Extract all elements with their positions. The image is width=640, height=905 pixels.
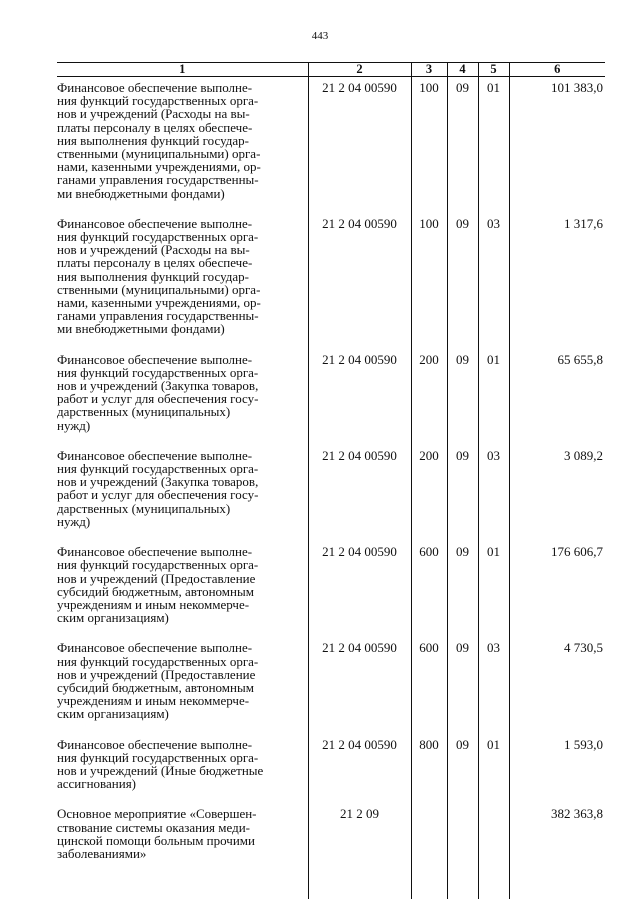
subsection: 03 <box>478 637 509 733</box>
description-line: ствование системы оказания меди- <box>57 819 250 835</box>
description-line: ганами управления государственны- <box>57 308 259 324</box>
target-code: 21 2 04 00590 <box>308 349 411 445</box>
description-line: ния выполнения функций государ- <box>57 268 249 284</box>
description-line: платы персоналу в целях обеспече- <box>57 119 253 135</box>
expense-type: 100 <box>411 77 447 213</box>
description-line: Финансовое обеспечение выполне- <box>57 640 253 656</box>
description-line: ния функций государственных орга- <box>57 364 259 380</box>
description-line: работ и услуг для обеспечения госу- <box>57 487 259 503</box>
table-row <box>57 213 605 349</box>
description-line: ния функций государственных орга- <box>57 93 259 109</box>
section: 09 <box>447 734 478 804</box>
description-line: нужд) <box>57 417 91 433</box>
subsection: 01 <box>478 77 509 213</box>
column-header-2: 2 <box>308 63 411 77</box>
description-line: нов и учреждений (Предоставление <box>57 570 256 586</box>
section: 09 <box>447 445 478 541</box>
description-line: ния функций государственных орга- <box>57 749 259 765</box>
table-row <box>57 445 605 541</box>
section <box>447 803 478 873</box>
expense-type: 100 <box>411 213 447 349</box>
table-spacer-row <box>57 873 605 899</box>
row-description <box>57 637 308 733</box>
empty-cell <box>308 873 411 899</box>
amount: 65 655,8 <box>509 349 605 445</box>
row-description <box>57 213 308 349</box>
description-line: Финансовое обеспечение выполне- <box>57 544 253 560</box>
description-line: субсидий бюджетным, автономным <box>57 583 254 599</box>
description-line: работ и услуг для обеспечения госу- <box>57 391 259 407</box>
column-header-1: 1 <box>57 63 308 77</box>
column-header-6: 6 <box>509 63 605 77</box>
row-description <box>57 77 308 213</box>
row-description <box>57 445 308 541</box>
description-line: Финансовое обеспечение выполне- <box>57 215 253 231</box>
row-description <box>57 734 308 804</box>
description-line: Финансовое обеспечение выполне- <box>57 447 253 463</box>
expense-type: 800 <box>411 734 447 804</box>
description-line: субсидий бюджетным, автономным <box>57 679 254 695</box>
expense-type: 600 <box>411 541 447 637</box>
budget-table <box>57 62 605 899</box>
description-line: нов и учреждений (Расходы на вы- <box>57 242 250 258</box>
subsection: 03 <box>478 213 509 349</box>
description-line: ским организациям) <box>57 610 169 626</box>
description-line: нов и учреждений (Закупка товаров, <box>57 378 259 394</box>
section: 09 <box>447 349 478 445</box>
description-line: нов и учреждений (Предоставление <box>57 666 256 682</box>
table-row <box>57 637 605 733</box>
target-code: 21 2 04 00590 <box>308 445 411 541</box>
description-line: нами, казенными учреждениями, ор- <box>57 159 261 175</box>
subsection <box>478 803 509 873</box>
table-row <box>57 734 605 804</box>
row-description <box>57 803 308 873</box>
target-code: 21 2 04 00590 <box>308 541 411 637</box>
description-line: учреждениям и иным некоммерче- <box>57 693 250 709</box>
description-line: Финансовое обеспечение выполне- <box>57 736 253 752</box>
description-line: ния функций государственных орга- <box>57 461 259 477</box>
subsection: 03 <box>478 445 509 541</box>
description-line: Финансовое обеспечение выполне- <box>57 80 253 95</box>
section: 09 <box>447 77 478 213</box>
description-line: платы персоналу в целях обеспече- <box>57 255 253 271</box>
description-line: ственными (муниципальными) орга- <box>57 281 261 297</box>
description-line: нужд) <box>57 513 91 529</box>
column-header-4: 4 <box>447 63 478 77</box>
amount: 3 089,2 <box>509 445 605 541</box>
empty-cell <box>509 873 605 899</box>
description-line: ми внебюджетными фондами) <box>57 185 225 201</box>
table-row <box>57 349 605 445</box>
amount: 101 383,0 <box>509 77 605 213</box>
subsection: 01 <box>478 349 509 445</box>
row-description <box>57 541 308 637</box>
description-line: учреждениям и иным некоммерче- <box>57 596 250 612</box>
column-header-5: 5 <box>478 63 509 77</box>
target-code: 21 2 04 00590 <box>308 637 411 733</box>
table-row <box>57 77 605 213</box>
description-line: ния выполнения функций государ- <box>57 132 249 148</box>
description-line: дарственных (муниципальных) <box>57 404 231 420</box>
target-code: 21 2 04 00590 <box>308 77 411 213</box>
column-header-3: 3 <box>411 63 447 77</box>
empty-cell <box>478 873 509 899</box>
empty-cell <box>447 873 478 899</box>
table-body <box>57 77 605 900</box>
description-line: Финансовое обеспечение выполне- <box>57 351 253 367</box>
expense-type: 200 <box>411 349 447 445</box>
description-line: нов и учреждений (Иные бюджетные <box>57 762 264 778</box>
description-line: ганами управления государственны- <box>57 172 259 188</box>
description-line: ния функций государственных орга- <box>57 557 259 573</box>
empty-cell <box>411 873 447 899</box>
table-row <box>57 541 605 637</box>
expense-type: 200 <box>411 445 447 541</box>
section: 09 <box>447 213 478 349</box>
description-line: Основное мероприятие «Совершен- <box>57 806 257 822</box>
target-code: 21 2 09 <box>308 803 411 873</box>
amount: 382 363,8 <box>509 803 605 873</box>
description-line: дарственных (муниципальных) <box>57 500 231 516</box>
empty-cell <box>57 873 308 899</box>
page-number: 443 <box>311 30 329 42</box>
section: 09 <box>447 541 478 637</box>
description-line: ми внебюджетными фондами) <box>57 321 225 337</box>
description-line: нов и учреждений (Закупка товаров, <box>57 474 259 490</box>
amount: 1 317,6 <box>509 213 605 349</box>
table-row <box>57 803 605 873</box>
description-line: нами, казенными учреждениями, ор- <box>57 295 261 311</box>
description-line: нов и учреждений (Расходы на вы- <box>57 106 250 122</box>
target-code: 21 2 04 00590 <box>308 734 411 804</box>
section: 09 <box>447 637 478 733</box>
amount: 4 730,5 <box>509 637 605 733</box>
subsection: 01 <box>478 734 509 804</box>
expense-type <box>411 803 447 873</box>
amount: 1 593,0 <box>509 734 605 804</box>
description-line: ассигнования) <box>57 776 137 792</box>
description-line: ния функций государственных орга- <box>57 229 259 245</box>
description-line: ским организациям) <box>57 706 169 722</box>
description-line: цинской помощи больным прочими <box>57 832 255 848</box>
expense-type: 600 <box>411 637 447 733</box>
target-code: 21 2 04 00590 <box>308 213 411 349</box>
amount: 176 606,7 <box>509 541 605 637</box>
subsection: 01 <box>478 541 509 637</box>
description-line: ния функций государственных орга- <box>57 653 259 669</box>
table-header-row <box>57 63 605 77</box>
description-line: заболеваниями» <box>57 845 147 861</box>
description-line: ственными (муниципальными) орга- <box>57 146 261 162</box>
row-description <box>57 349 308 445</box>
